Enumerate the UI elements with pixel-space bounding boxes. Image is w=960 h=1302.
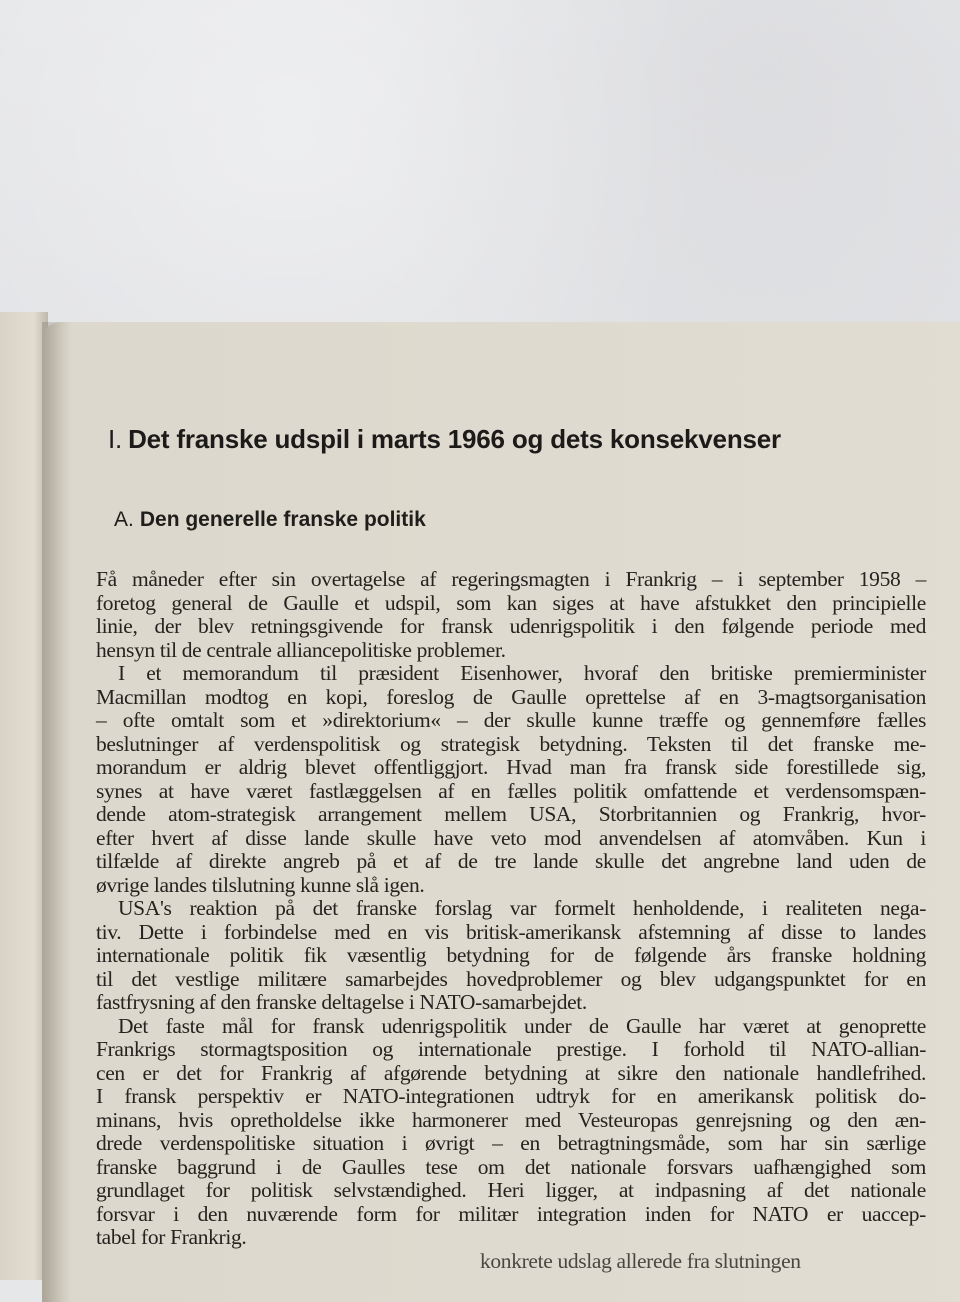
text-line: Macmillan modtog en kopi, foreslog de Gaulle oprettelse af en 3-magtsorganisation (96, 684, 926, 709)
section-heading (114, 508, 426, 532)
text-line: cen er det for Frankrig af afgørende betydning at sikre den nationale handlefrihed. (96, 1060, 926, 1085)
text-line: Få måneder efter sin overtagelse af regeringsmagten i Frankrig – i september 1958 – (96, 567, 926, 591)
text-line: USA's reaktion på det franske forslag var formelt henholdende, i realiteten nega- (118, 896, 926, 920)
text-line: forsvar i den nuværende form for militær integration inden for NATO er uaccep- (96, 1201, 926, 1226)
text-line: synes at have været fastlæggelsen af en fælles politik omfattende et verdensomspæn- (96, 778, 926, 803)
chapter-title: Det franske udspil i marts 1966 og dets konsekvenser (128, 424, 781, 454)
text-line: foretog general de Gaulle et udspil, som kan siges at have afstukket den principielle (96, 590, 926, 615)
text-line: minans, hvis opretholdelse ikke harmonerer med Vesteuropas genrejsning og den æn- (96, 1107, 926, 1132)
wall-background (0, 0, 960, 340)
text-line: I et memorandum til præsident Eisenhower, hvoraf den britiske premierminister (118, 661, 926, 685)
text-line: morandum er aldrig blevet offentliggjort. Hvad man fra fransk side forestillede sig, (96, 755, 926, 779)
text-line: Frankrigs stormagtsposition og internationale prestige. I forhold til NATO-allian- (96, 1037, 926, 1061)
section-title: Den generelle franske politik (139, 508, 426, 531)
text-line: I fransk perspektiv er NATO-integrationen udtryk for en amerikansk politisk do- (96, 1084, 926, 1108)
text-line: – ofte omtalt som et »direktorium« – der skulle kunne træffe og gennemføre fælles (96, 708, 926, 732)
page-gutter-shadow (42, 322, 72, 1302)
text-line-partial: konkrete udslag allerede fra slutningen (480, 1249, 801, 1273)
text-line: øvrige landes tilslutning kunne slå igen. (96, 872, 425, 897)
left-page-edge (0, 312, 48, 1280)
text-line: linie, der blev retningsgivende for fransk udenrigspolitik i den følgende periode med (96, 614, 926, 638)
text-line: franske baggrund i de Gaulles tese om det nationale forsvars uafhængighed som (96, 1154, 926, 1179)
text-line: dende atom-strategisk arrangement mellem USA, Storbritannien og Frankrig, hvor- (96, 802, 926, 826)
text-line: hensyn til de centrale alliancepolitiske problemer. (96, 637, 506, 662)
text-line: fastfrysning af den franske deltagelse i NATO-samarbejdet. (96, 990, 587, 1014)
chapter-number: I. (108, 424, 123, 454)
text-line: tabel for Frankrig. (96, 1225, 247, 1249)
text-line: tiv. Dette i forbindelse med en vis britisk-amerikansk afstemning af disse to landes (96, 919, 926, 944)
text-line: beslutninger af verdenspolitisk og strategisk betydning. Teksten til det franske me- (96, 731, 926, 756)
text-line: drede verdenspolitiske situation i øvrigt – en betragtningsmåde, som har sin særlige (96, 1131, 926, 1155)
section-number: A. (114, 508, 134, 531)
text-line: internationale politik fik væsentlig betydning for de følgende års franske holdning (96, 943, 926, 967)
text-line: grundlaget for politisk selvstændighed. Heri ligger, at indpasning af det nationale (96, 1178, 926, 1202)
text-line: til det vestlige militære samarbejdes hovedproblemer og blev udgangspunktet for en (96, 966, 926, 991)
text-line: Det faste mål for fransk udenrigspolitik under de Gaulle har været at genoprette (118, 1013, 926, 1038)
chapter-heading (108, 424, 781, 455)
text-line: tilfælde af direkte angreb på et af de tre lande skulle det angrebne land uden de (96, 849, 926, 873)
text-line: efter hvert af disse lande skulle have veto mod anvendelsen af atomvåben. Kun i (96, 825, 926, 850)
